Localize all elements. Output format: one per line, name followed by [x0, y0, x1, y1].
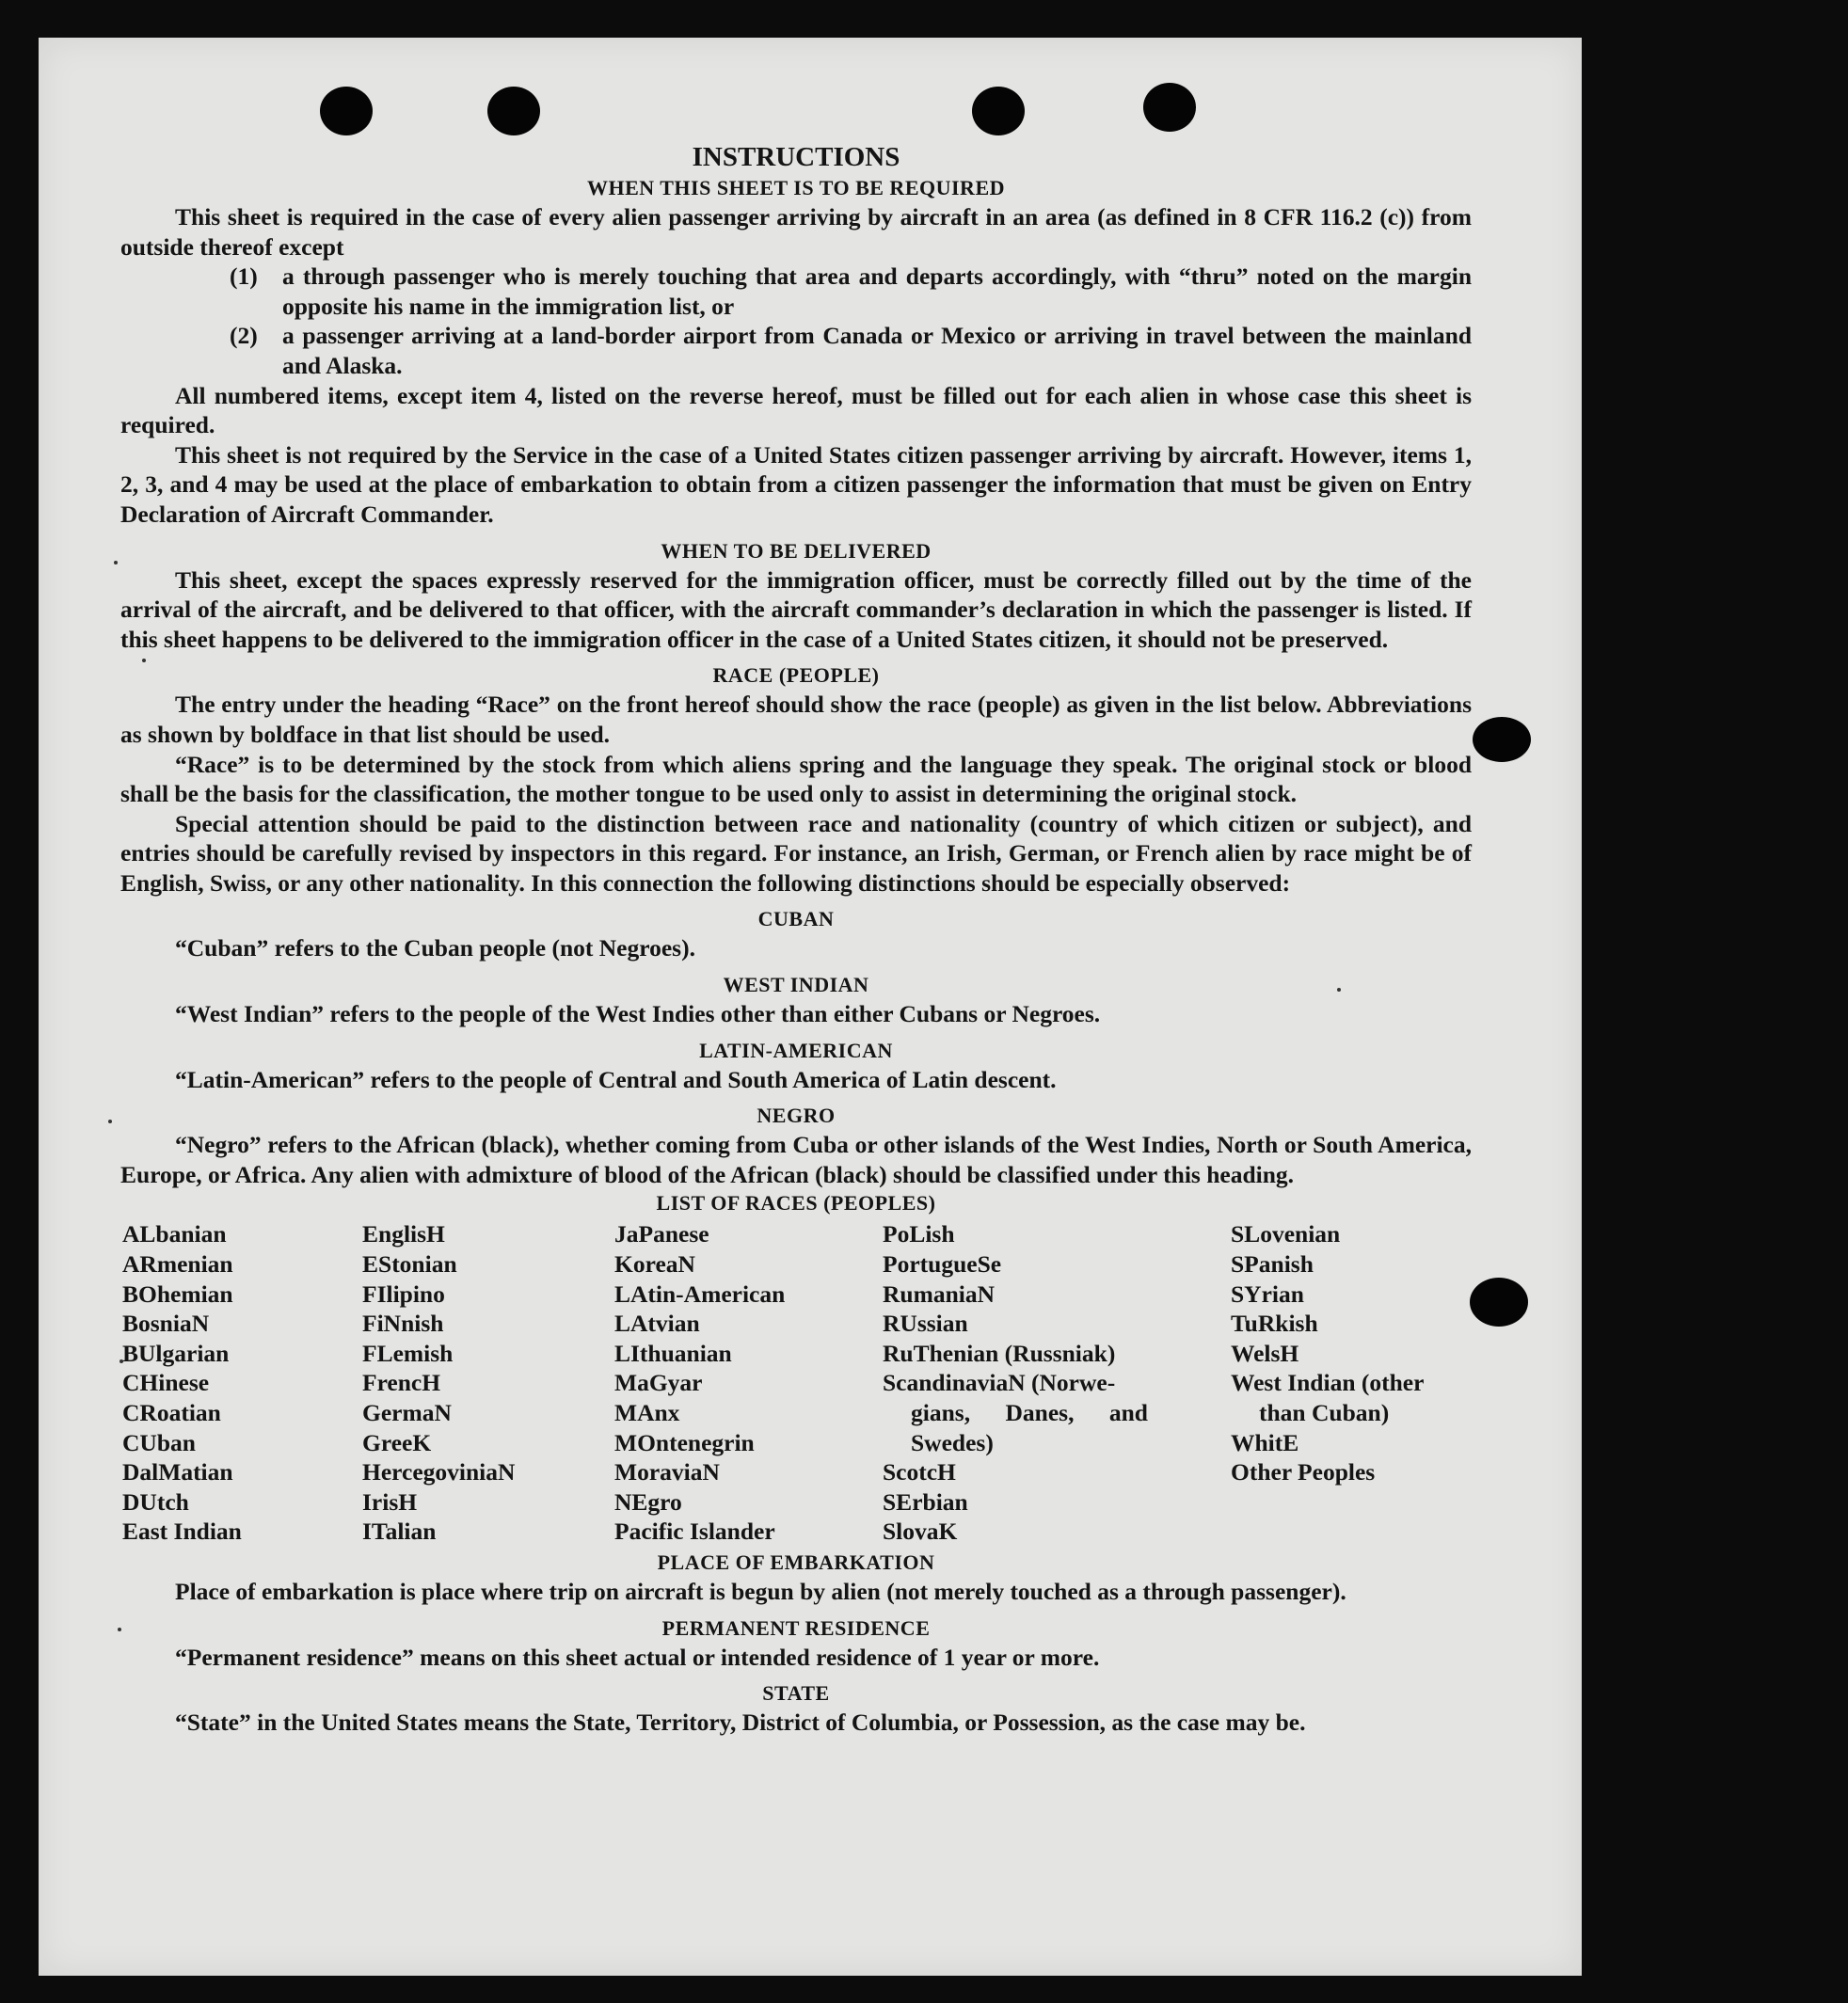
punch-hole [320, 87, 373, 135]
section-title: WEST INDIAN [723, 973, 869, 997]
paragraph: “Latin-American” refers to the people of Central and South America of Latin descent. [175, 1065, 1057, 1093]
paragraph: “Cuban” refers to the Cuban people (not Negroes). [175, 934, 695, 962]
section-title: STATE [762, 1681, 830, 1706]
punch-hole [1143, 83, 1196, 132]
item-number: (2) [230, 322, 258, 350]
race-item-continuation: than Cuban) [1259, 1399, 1390, 1426]
race-column [614, 1219, 883, 1547]
list-item [230, 262, 1472, 321]
race-item: EnglisH [362, 1220, 445, 1248]
section-title: RACE (PEOPLE) [712, 663, 880, 688]
race-item: ScandinaviaN (Norwe- [883, 1369, 1116, 1397]
section-title: PLACE OF EMBARKATION [657, 1550, 935, 1574]
race-item: CRoatian [122, 1399, 221, 1426]
section-title: WHEN TO BE DELIVERED [661, 538, 932, 563]
race-item: ScotcH [883, 1458, 956, 1486]
race-list [122, 1219, 1472, 1547]
race-item: SlovaK [883, 1518, 958, 1546]
paragraph: This sheet, except the spaces expressly reserved for the immigration officer, must be correctly filled out by the time of the arrival of the aircraft, and be delivered to that officer, with the aircraft commander’s declaration in which the passenger is listed. If this sheet happens to be delivered to the immigration officer in the case of a United States citizen, it should not be preserved. [120, 565, 1472, 653]
section-title: CUBAN [757, 907, 835, 931]
race-item: MaGyar [614, 1369, 703, 1397]
page-title: INSTRUCTIONS [692, 142, 900, 172]
punch-hole [487, 87, 540, 135]
paragraph: This sheet is required in the case of every alien passenger arriving by aircraft in an area (as defined in 8 CFR 116.2 (c)) from outside thereof except [120, 203, 1472, 261]
race-item: BUlgarian [122, 1339, 230, 1367]
race-item: CHinese [122, 1369, 210, 1397]
section-title: LATIN-AMERICAN [699, 1038, 893, 1062]
race-item: SLovenian [1231, 1220, 1341, 1248]
instructions-text [120, 136, 1472, 1738]
race-item: IrisH [362, 1487, 418, 1516]
paragraph: This sheet is not required by the Service in the case of a United States citizen passenger arriving by aircraft. However, items 1, 2, 3, and 4 may be used at the place of embarkation to obtain from a citizen passenger the information that must be given on Entry Declaration of Aircraft Commander. [120, 440, 1472, 528]
race-item: SErbian [883, 1487, 968, 1516]
punch-hole [972, 87, 1025, 135]
race-item: WhitE [1231, 1428, 1299, 1456]
section-title: NEGRO [757, 1104, 836, 1128]
item-text: a through passenger who is merely touching that area and departs accordingly, with “thru” noted on the margin opposite his name in the immigration list, or [282, 262, 1472, 320]
race-item: BOhemian [122, 1280, 233, 1308]
speck [108, 1120, 112, 1123]
race-item: JaPanese [614, 1220, 709, 1248]
item-text: a passenger arriving at a land-border airport from Canada or Mexico or arriving in travel between the mainland and Alaska. [282, 322, 1472, 379]
race-item: TuRkish [1231, 1310, 1318, 1338]
paragraph: “West Indian” refers to the people of the West Indies other than either Cubans or Negroes. [175, 1000, 1101, 1028]
race-item: East Indian [122, 1518, 242, 1546]
speck [114, 561, 118, 564]
race-item: FrencH [362, 1369, 441, 1397]
race-column [122, 1219, 362, 1547]
race-item: FIlipino [362, 1280, 445, 1308]
race-item: MAnx [614, 1399, 680, 1426]
paragraph: The entry under the heading “Race” on the front hereof should show the race (people) as given in the list below. Abbreviations as shown by boldface in that list should be used. [120, 691, 1472, 748]
race-item-continuation: Swedes) [911, 1428, 994, 1456]
race-item: SYrian [1231, 1280, 1304, 1308]
race-item: West Indian (other [1231, 1369, 1425, 1397]
race-item: Other Peoples [1231, 1458, 1376, 1486]
race-item: PortugueSe [883, 1250, 1002, 1279]
section-title: WHEN THIS SHEET IS TO BE REQUIRED [586, 176, 1006, 199]
paragraph: All numbered items, except item 4, listed on the reverse hereof, must be filled out for each alien in whose case this sheet is required. [120, 381, 1472, 439]
race-item: CUban [122, 1428, 196, 1456]
ink-blot [1473, 717, 1531, 762]
paragraph: “Permanent residence” means on this sheet actual or intended residence of 1 year or more. [175, 1643, 1100, 1671]
race-item: SPanish [1231, 1250, 1314, 1279]
race-item: DalMatian [122, 1458, 233, 1486]
race-item: FLemish [362, 1339, 454, 1367]
paragraph: “Race” is to be determined by the stock from which aliens spring and the language they speak. The original stock or blood shall be the basis for the classification, the mother tongue to be used only to assist in determining the original stock. [120, 750, 1472, 808]
race-item: GreeK [362, 1428, 432, 1456]
race-column [883, 1219, 1231, 1547]
race-column [1231, 1219, 1474, 1547]
race-item: LAtin-American [614, 1280, 786, 1308]
race-item: MoraviaN [614, 1458, 720, 1486]
race-item: EStonian [362, 1250, 457, 1279]
list-item [230, 321, 1472, 380]
paragraph: Special attention should be paid to the distinction between race and nationality (country of which citizen or subject), and entries should be carefully revised by inspectors in this regard. For instance, an Irish, German, or French alien by race might be of English, Swiss, or any other nationality. In this connection the following distinctions should be especially observed: [120, 809, 1472, 897]
race-item: HercegoviniaN [362, 1458, 516, 1486]
race-item: RuThenian (Russniak) [883, 1339, 1116, 1367]
race-item: LIthuanian [614, 1339, 732, 1367]
race-item: ALbanian [122, 1220, 227, 1248]
race-item: WelsH [1231, 1339, 1299, 1367]
race-item: KoreaN [614, 1250, 695, 1279]
race-item: RumaniaN [883, 1280, 996, 1308]
race-item: PoLish [883, 1220, 955, 1248]
ink-blot [1470, 1278, 1528, 1327]
race-item: DUtch [122, 1487, 189, 1516]
race-item: LAtvian [614, 1310, 700, 1338]
race-item: ARmenian [122, 1250, 233, 1279]
item-number: (1) [230, 262, 258, 291]
race-item: BosniaN [122, 1310, 210, 1338]
race-item: ITalian [362, 1518, 437, 1546]
race-item: GermaN [362, 1399, 452, 1426]
section-title: LIST OF RACES (PEOPLES) [656, 1191, 936, 1216]
race-item: RUssian [883, 1310, 968, 1338]
race-item-continuation: gians, Danes, and [911, 1399, 1148, 1426]
paragraph: “Negro” refers to the African (black), whether coming from Cuba or other islands of the West Indies, North or South America, Europe, or Africa. Any alien with admixture of blood of the African (black) should be classified under this heading. [120, 1131, 1472, 1188]
race-column [362, 1219, 614, 1547]
paragraph: “State” in the United States means the State, Territory, District of Columbia, or Possession, as the case may be. [175, 1709, 1306, 1737]
race-item: MOntenegrin [614, 1428, 755, 1456]
paragraph: Place of embarkation is place where trip on aircraft is begun by alien (not merely touched as a through passenger). [175, 1577, 1346, 1605]
race-item: Pacific Islander [614, 1518, 775, 1546]
race-item: NEgro [614, 1487, 682, 1516]
race-item: FiNnish [362, 1310, 444, 1338]
section-title: PERMANENT RESIDENCE [661, 1615, 931, 1640]
